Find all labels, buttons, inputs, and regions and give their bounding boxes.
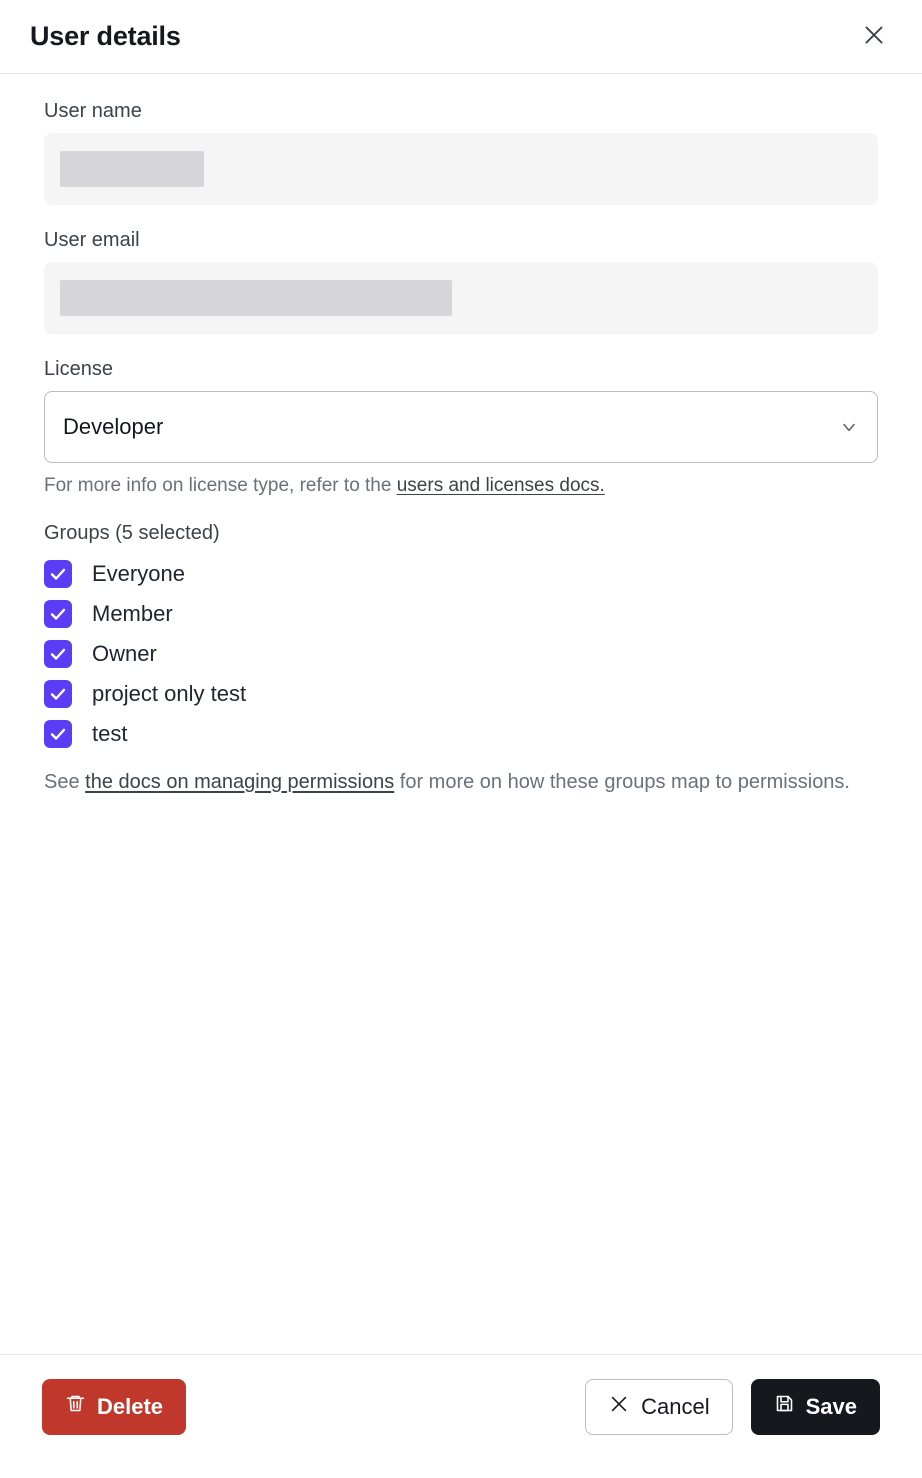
groups-title: Groups (5 selected) xyxy=(44,521,220,544)
license-helper-prefix: For more info on license type, refer to the xyxy=(44,475,397,496)
delete-button[interactable] xyxy=(42,1379,186,1435)
save-button[interactable] xyxy=(751,1379,880,1435)
group-label: project only test xyxy=(92,680,247,706)
user-name-field xyxy=(44,133,878,205)
user-email-field xyxy=(44,262,878,334)
license-label: License xyxy=(44,358,113,380)
trash-icon xyxy=(65,1393,86,1420)
cancel-button-label: Cancel xyxy=(641,1393,710,1419)
managing-permissions-docs-link[interactable]: the docs on managing permissions xyxy=(85,770,395,793)
group-checkbox-project-only-test[interactable] xyxy=(44,680,72,708)
group-checkbox-member[interactable] xyxy=(44,600,72,628)
groups-list xyxy=(44,554,878,754)
list-item[interactable] xyxy=(44,714,878,754)
license-select[interactable] xyxy=(44,391,878,463)
dialog-footer xyxy=(0,1354,922,1458)
group-label: Owner xyxy=(92,640,157,666)
license-helper-text xyxy=(44,473,878,500)
floppy-disk-icon xyxy=(774,1393,795,1420)
dialog-bottom-strip xyxy=(0,1458,922,1478)
close-button[interactable] xyxy=(854,17,894,57)
chevron-down-icon xyxy=(839,417,859,437)
group-label: test xyxy=(92,720,128,746)
user-email-label: User email xyxy=(44,229,140,251)
list-item[interactable] xyxy=(44,594,878,634)
license-select-wrapper xyxy=(44,391,878,463)
page-title: User details xyxy=(30,21,181,51)
group-label: Member xyxy=(92,600,173,626)
footer-actions xyxy=(585,1379,880,1435)
license-selected-value: Developer xyxy=(63,414,164,439)
group-label: Everyone xyxy=(92,560,185,586)
list-item[interactable] xyxy=(44,634,878,674)
user-name-label: User name xyxy=(44,100,142,122)
save-button-label: Save xyxy=(805,1393,857,1419)
close-icon xyxy=(861,22,887,51)
footnote-suffix: for more on how these groups map to permissions. xyxy=(394,770,850,793)
group-checkbox-test[interactable] xyxy=(44,720,72,748)
list-item[interactable] xyxy=(44,674,878,714)
delete-button-label: Delete xyxy=(97,1393,164,1419)
footnote-prefix: See xyxy=(44,770,86,793)
user-name-redaction xyxy=(60,151,204,187)
dialog-body xyxy=(0,74,922,1354)
dialog-header xyxy=(0,0,922,74)
cancel-button[interactable] xyxy=(585,1379,732,1435)
list-item[interactable] xyxy=(44,554,878,594)
group-checkbox-owner[interactable] xyxy=(44,640,72,668)
close-icon xyxy=(608,1393,630,1421)
user-email-redaction xyxy=(60,280,452,316)
permissions-footnote xyxy=(44,768,874,797)
users-and-licenses-docs-link[interactable]: users and licenses docs. xyxy=(396,475,605,496)
group-checkbox-everyone[interactable] xyxy=(44,560,72,588)
